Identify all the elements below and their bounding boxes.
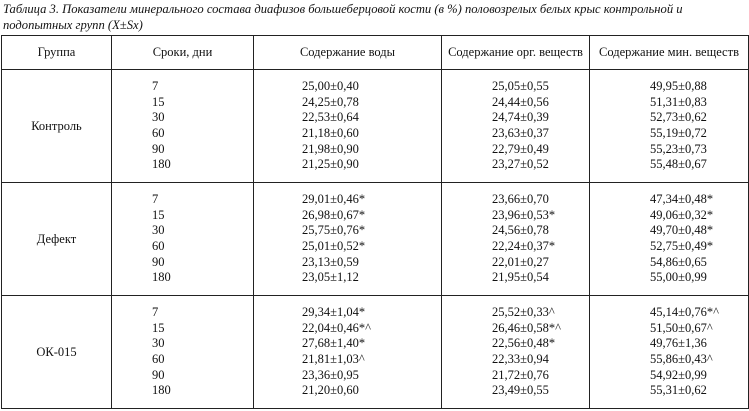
organic-value: 23,66±0,70 <box>492 192 549 207</box>
mineral-value: 49,06±0,32* <box>650 207 714 222</box>
header-organic: Содержание орг. веществ <box>442 36 590 70</box>
water-value: 25,01±0,52* <box>302 239 366 253</box>
water-value: 21,25±0,90 <box>302 157 359 172</box>
organic-value: 21,95±0,54 <box>492 270 549 285</box>
mineral-value: 49,76±1,36 <box>650 336 707 351</box>
days-value: 15 <box>152 207 165 222</box>
organic-value: 22,79±0,49 <box>492 141 549 156</box>
days-cell <box>112 70 254 183</box>
mineral-value: 54,92±0,99 <box>650 367 707 382</box>
mineral-value: 49,70±0,48* <box>650 223 714 238</box>
mineral-value: 49,95±0,88 <box>650 79 707 94</box>
organic-value: 24,74±0,39 <box>492 110 549 125</box>
group-name: ОК-015 <box>2 296 112 409</box>
days-value: 60 <box>152 239 165 253</box>
mineral-value: 54,86±0,65 <box>650 254 707 269</box>
water-value: 21,20±0,60 <box>302 383 359 398</box>
header-water: Содержание воды <box>254 36 442 70</box>
days-value: 180 <box>152 383 171 398</box>
water-value: 23,05±1,12 <box>302 270 359 285</box>
water-value: 22,04±0,46*^ <box>302 320 371 335</box>
days-cell <box>112 296 254 409</box>
water-value: 27,68±1,40* <box>302 336 366 351</box>
mineral-value: 52,73±0,62 <box>650 110 707 125</box>
water-value: 23,36±0,95 <box>302 367 359 382</box>
mineral-value: 51,31±0,83 <box>650 94 707 109</box>
mineral-value: 55,23±0,73 <box>650 141 707 156</box>
days-value: 30 <box>152 110 165 125</box>
days-value: 90 <box>152 367 165 382</box>
organic-value: 25,05±0,55 <box>492 79 549 94</box>
days-value: 30 <box>152 336 165 351</box>
water-value: 26,98±0,67* <box>302 207 366 222</box>
organic-value: 22,24±0,37* <box>492 239 556 253</box>
mineral-value: 55,19±0,72 <box>650 126 707 140</box>
header-group: Группа <box>2 36 112 70</box>
mineral-cell <box>590 183 749 296</box>
organic-cell <box>442 70 590 183</box>
days-value: 7 <box>152 305 159 320</box>
days-value: 90 <box>152 254 165 269</box>
days-value: 30 <box>152 223 165 238</box>
mineral-value: 55,48±0,67 <box>650 157 707 172</box>
mineral-value: 55,31±0,62 <box>650 383 707 398</box>
mineral-value: 47,34±0,48* <box>650 192 714 207</box>
header-days: Сроки, дни <box>112 36 254 70</box>
days-value: 7 <box>152 79 159 94</box>
organic-value: 23,27±0,52 <box>492 157 549 172</box>
mineral-cell <box>590 296 749 409</box>
organic-value: 22,01±0,27 <box>492 254 549 269</box>
organic-value: 23,96±0,53* <box>492 207 556 222</box>
days-value: 15 <box>152 94 165 109</box>
organic-value: 25,52±0,33^ <box>492 305 555 320</box>
days-value: 60 <box>152 352 165 366</box>
water-cell <box>254 70 442 183</box>
days-value: 180 <box>152 157 171 172</box>
group-name: Дефект <box>2 183 112 296</box>
days-value: 180 <box>152 270 171 285</box>
organic-value: 24,44±0,56 <box>492 94 549 109</box>
organic-value: 21,72±0,76 <box>492 367 549 382</box>
mineral-value: 55,00±0,99 <box>650 270 707 285</box>
mineral-value: 51,50±0,67^ <box>650 320 713 335</box>
days-value: 60 <box>152 126 165 140</box>
days-value: 7 <box>152 192 159 207</box>
mineral-value: 55,86±0,43^ <box>650 352 713 366</box>
mineral-value: 45,14±0,76*^ <box>650 305 719 320</box>
water-value: 22,53±0,64 <box>302 110 359 125</box>
mineral-value: 52,75±0,49* <box>650 239 714 253</box>
days-cell <box>112 183 254 296</box>
table-caption: Таблица 3. Показатели минерального состава диафизов большеберцовой кости (в %) половозрелых белых крыс контрольной и подопытных групп (X±Sx) <box>3 2 683 32</box>
organic-value: 23,63±0,37 <box>492 126 549 140</box>
water-value: 21,18±0,60 <box>302 126 359 140</box>
organic-cell <box>442 296 590 409</box>
organic-value: 26,46±0,58*^ <box>492 320 561 335</box>
organic-value: 23,49±0,55 <box>492 383 549 398</box>
header-row <box>2 36 749 70</box>
group-name: Контроль <box>2 70 112 183</box>
water-value: 21,81±1,03^ <box>302 352 365 366</box>
table-row <box>2 70 749 183</box>
water-value: 24,25±0,78 <box>302 94 359 109</box>
organic-value: 22,33±0,94 <box>492 352 549 366</box>
organic-value: 22,56±0,48* <box>492 336 556 351</box>
water-value: 29,34±1,04* <box>302 305 366 320</box>
days-value: 15 <box>152 320 165 335</box>
water-cell <box>254 296 442 409</box>
table-row <box>2 183 749 296</box>
water-value: 25,00±0,40 <box>302 79 359 94</box>
water-value: 21,98±0,90 <box>302 141 359 156</box>
organic-value: 24,56±0,78 <box>492 223 549 238</box>
water-value: 25,75±0,76* <box>302 223 366 238</box>
table-row <box>2 296 749 409</box>
water-value: 23,13±0,59 <box>302 254 359 269</box>
header-mineral: Содержание мин. веществ <box>590 36 749 70</box>
days-value: 90 <box>152 141 165 156</box>
water-cell <box>254 183 442 296</box>
mineral-cell <box>590 70 749 183</box>
data-table <box>1 35 749 409</box>
water-value: 29,01±0,46* <box>302 192 366 207</box>
organic-cell <box>442 183 590 296</box>
